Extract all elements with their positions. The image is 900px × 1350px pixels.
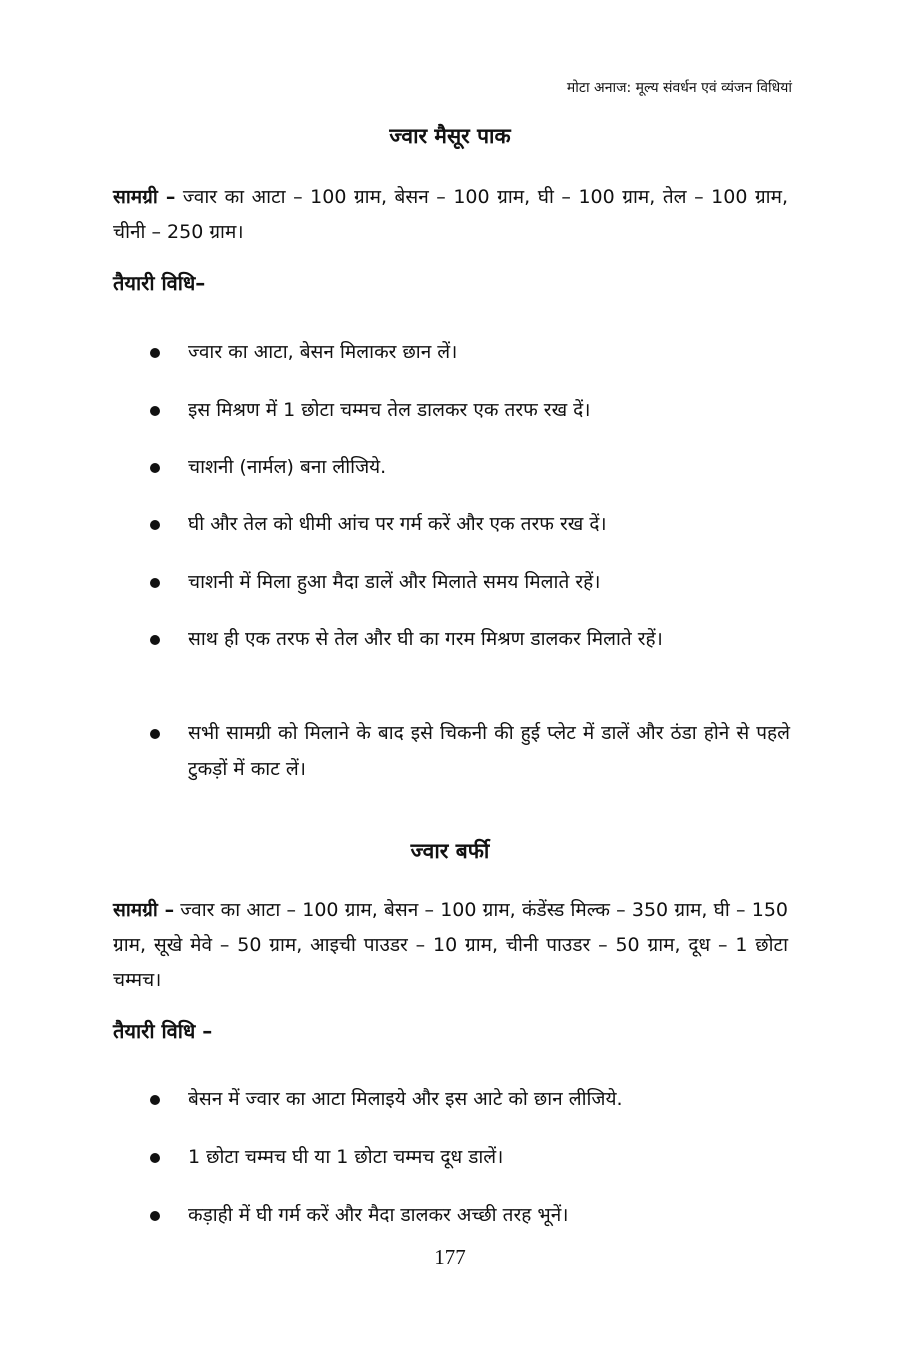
ingredients-paragraph-2: [113, 893, 788, 998]
ingredients-text: ज्वार का आटा – 100 ग्राम, बेसन – 100 ग्राम, कंडेंस्ड मिल्क – 350 ग्राम, घी – 150 ग्राम, सूखे मेवे – 50 ग्राम, आइची पाउडर – 10 ग्राम, चीनी पाउडर – 50 ग्राम, दूध – 1 छोटा चम्मच।: [113, 899, 788, 991]
bullet-icon: [150, 406, 160, 416]
bullet-icon: [150, 348, 160, 358]
bullet-icon: [150, 463, 160, 473]
running-header: मोटा अनाज: मूल्य संवर्धन एवं व्यंजन विधियां: [566, 80, 792, 96]
list-item: चाशनी (नार्मल) बना लीजिये.: [150, 449, 790, 485]
bullet-icon: [150, 578, 160, 588]
list-item: चाशनी में मिला हुआ मैदा डालें और मिलाते समय मिलाते रहें।: [150, 564, 790, 600]
ingredients-label: सामग्री –: [113, 186, 176, 208]
recipe-title-jowar-barfi: ज्वार बर्फी: [410, 839, 490, 863]
recipe-title-jowar-mysore-pak: ज्वार मैसूर पाक: [389, 124, 511, 148]
bullet-icon: [150, 520, 160, 530]
bullet-icon: [150, 1095, 160, 1105]
method-heading-2: तैयारी विधि –: [113, 1019, 213, 1043]
bullet-icon: [150, 635, 160, 645]
ingredients-label: सामग्री –: [113, 899, 175, 921]
bullet-icon: [150, 1211, 160, 1221]
list-item: इस मिश्रण में 1 छोटा चम्मच तेल डालकर एक तरफ रख दें।: [150, 392, 790, 428]
list-item: कड़ाही में घी गर्म करें और मैदा डालकर अच्छी तरह भूनें।: [150, 1197, 790, 1233]
list-item: घी और तेल को धीमी आंच पर गर्म करें और एक तरफ रख दें।: [150, 506, 790, 542]
bullet-icon: [150, 729, 160, 739]
method-heading-1: तैयारी विधि–: [113, 271, 206, 295]
list-item: बेसन में ज्वार का आटा मिलाइये और इस आटे को छान लीजिये.: [150, 1081, 790, 1117]
bullet-icon: [150, 1153, 160, 1163]
ingredients-paragraph-1: [113, 180, 788, 250]
ingredients-text: ज्वार का आटा – 100 ग्राम, बेसन – 100 ग्राम, घी – 100 ग्राम, तेल – 100 ग्राम, चीनी – 250 ग्राम।: [113, 186, 788, 243]
list-item: सभी सामग्री को मिलाने के बाद इसे चिकनी की हुई प्लेट में डालें और ठंडा होने से पहले टुकड़ों में काट लें।: [150, 715, 790, 787]
list-item: ज्वार का आटा, बेसन मिलाकर छान लें।: [150, 334, 790, 370]
page-number: 177: [434, 1245, 466, 1269]
list-item: 1 छोटा चम्मच घी या 1 छोटा चम्मच दूध डालें।: [150, 1139, 790, 1175]
list-item: साथ ही एक तरफ से तेल और घी का गरम मिश्रण डालकर मिलाते रहें।: [150, 621, 790, 657]
